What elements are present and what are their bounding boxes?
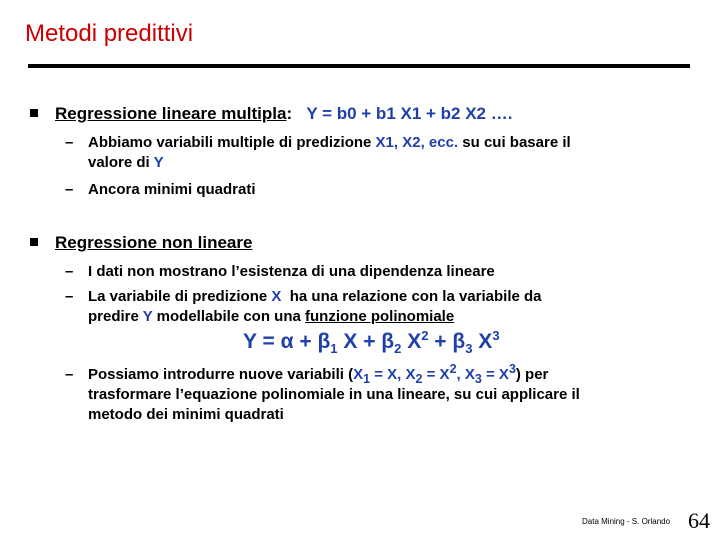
- polynomial-formula: $Y = \alpha + \beta_1$ $X + \beta_2$ $X^2 + \beta_3$ $X^3$: [243, 328, 500, 357]
- var-y: Y: [153, 154, 164, 171]
- text-mid: su cui basare il: [458, 134, 571, 151]
- sub-bullet-text: Ancora minimi quadrati: [88, 181, 256, 198]
- bullet-label: Regressione lineare multipla: [55, 104, 287, 123]
- slide-title: Metodi predittivi: [25, 20, 194, 47]
- dash-bullet: –: [65, 181, 74, 198]
- predictor-vars: X1, X2, ecc.: [375, 134, 459, 151]
- footer-credit: Data Mining - S. Orlando: [582, 517, 671, 526]
- text-line2: predire: [88, 308, 143, 325]
- dash-bullet: –: [65, 366, 74, 383]
- bullet-label: Regressione non lineare: [55, 233, 253, 252]
- square-bullet-icon: [30, 238, 38, 246]
- var-y: Y: [142, 308, 153, 325]
- text-line2: trasformare l’equazione polinomiale in una lineare, su cui applicare il: [88, 386, 580, 403]
- text-suffix: ha una relazione con la variabile da: [281, 288, 542, 305]
- funzione-polinomiale: funzione polinomiale: [305, 308, 455, 325]
- dash-bullet: –: [65, 263, 74, 280]
- page-number: 64: [688, 508, 710, 533]
- text-prefix: La variabile di predizione: [88, 288, 272, 305]
- dash-bullet: –: [65, 288, 74, 305]
- bullet-colon: :: [286, 104, 293, 123]
- square-bullet-icon: [30, 109, 38, 117]
- text-line2: valore di: [88, 154, 154, 171]
- dash-bullet: –: [65, 134, 74, 151]
- sub-bullet-text: I dati non mostrano l’esistenza di una dipendenza lineare: [88, 263, 495, 280]
- text-line3: metodo dei minimi quadrati: [88, 406, 284, 423]
- var-x: X: [271, 288, 282, 305]
- text-prefix: Possiamo introdurre nuove variabili (: [88, 366, 354, 383]
- regression-equation: Y = b0 + b1 X1 + b2 X2 ….: [306, 104, 513, 123]
- text-line2-mid: modellabile con una: [152, 308, 306, 325]
- text-prefix: Abbiamo variabili multiple di predizione: [88, 134, 376, 151]
- title-divider: [28, 64, 690, 68]
